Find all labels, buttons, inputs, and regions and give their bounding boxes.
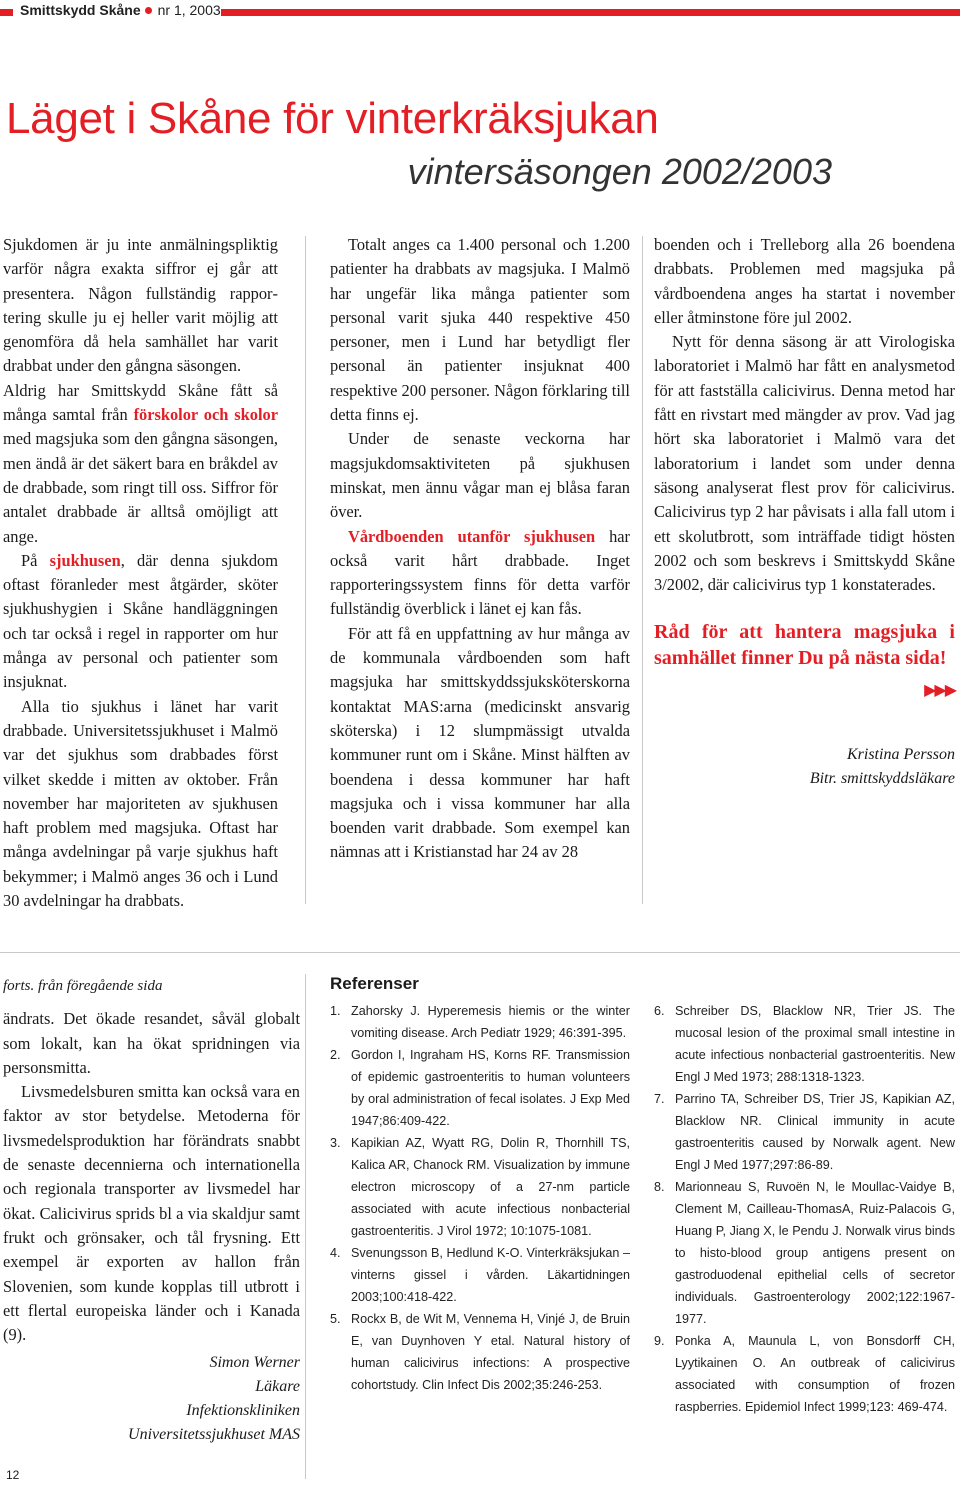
page-number: 12 — [6, 1468, 20, 1482]
header-bar-left — [0, 9, 13, 16]
reference-text: Zahorsky J. Hyperemesis hiemis or the winter vomiting disease. Arch Pediatr 1929; 46:391-395. — [351, 1004, 630, 1040]
reference-item — [330, 1000, 630, 1044]
reference-number: 4. — [330, 1246, 341, 1260]
reference-number: 7. — [654, 1092, 665, 1106]
references-list-right — [654, 1000, 955, 1418]
header-bar-right — [221, 9, 960, 16]
reference-number: 3. — [330, 1136, 341, 1150]
column-divider — [642, 236, 643, 904]
page-subtitle: vintersäsongen 2002/2003 — [407, 151, 832, 192]
paragraph: Under de senaste veckorna har magsjukdomsaktiviteten på sjukhusen minskat, men ännu vågar man ej blåsa faran över. — [330, 429, 630, 522]
reference-text: Parrino TA, Schreiber DS, Trier JS, Kapikian AZ, Blacklow NR. Clinical immunity in acute gastroenteritis caused by Norwalk agent. New Engl J Med 1977;297:86-89. — [675, 1092, 955, 1172]
forward-arrows-icon: ▶▶▶ — [924, 680, 955, 700]
paragraph: ändrats. Det ökade resandet, såväl globalt som lokalt, kan ha ökat spridningen via personsmitta. — [3, 1009, 300, 1077]
author-name: Kristina Persson — [846, 746, 955, 764]
signer-hospital: Universitetssjukhuset MAS — [128, 1426, 300, 1444]
column-2 — [330, 233, 630, 865]
paragraph: Alla tio sjukhus i länet har varit drabbade. Universitetssjukhuset i Malmö var det sjukhus som drabbades först vilket skedde i mitten av oktober. Från november har majoriteten av sjukhusen haft problem med magsjuka. Oftast har många avdelningar på varje sjukhus haft bekymmer; i Malmö anges 36 och i Lund 30 avdelningar ha drabbats. — [3, 696, 278, 911]
continued-label: forts. från föregående sida — [3, 978, 163, 994]
author-signature — [654, 743, 955, 791]
paragraph: Totalt anges ca 1.400 personal och 1.200 patienter ha drabbats av magsjuka. I Malmö har ungefär lika många patienter som personal varit sjuka 440 respektive 450 personer, men i Lund har betydligt fler personal än patienter insjuknat 400 respektive 200 personer. Någon förklaring till detta finns ej. — [330, 235, 630, 425]
reference-text: Rockx B, de Wit M, Vennema H, Vinjé J, de Bruin E, van Duynhoven Y etal. Natural history of human calicivirus infections: A prospective cohortstudy. Clin Infect Dis 2002;35:246-253. — [351, 1312, 630, 1392]
reference-number: 6. — [654, 1004, 665, 1018]
reference-text: Gordon I, Ingraham HS, Korns RF. Transmission of epidemic gastroenteritis to human volunteers by oral administration of fecal isolates. J Exp Med 1947;86:409-422. — [351, 1048, 630, 1128]
paragraph: Livsmedelsburen smitta kan också vara en faktor av stor betydelse. Metoderna för livsmedelsproduktion har förändrats snabbt de senaste decennierna och internationella och regionala transporter av livsmedel har ökat. Calicivirus sprids bl a via skaldjur samt frukt och grönsaker, och tål frysning. Ett exempel är exporten av hallon från Slovenien, som kunde kopplas till utbrott i ett flertal europeiska länder och i Kanada (9). — [3, 1082, 300, 1345]
references-list-left — [330, 1000, 630, 1396]
reference-text: Kapikian AZ, Wyatt RG, Dolin R, Thornhill TS, Kalica AR, Chanock RM. Visualization by immune electron microscopy of a 27-nm particle associated with acute infectious nonbacterial gastroenteritis. J Virol 1972; 10:1075-1081. — [351, 1136, 630, 1238]
author-title: Bitr. smittskyddsläkare — [809, 770, 955, 788]
reference-text: Svenungsson B, Hedlund K-O. Vinterkräksjukan – vinterns gissel i vården. Läkartidningen 2003;100:418-422. — [351, 1246, 630, 1304]
header-title — [20, 2, 221, 18]
reference-text: Ponka A, Maunula L, von Bonsdorff CH, Lyytikainen O. An outbreak of calicivirus associated with consumption of frozen raspberries. Epidemiol Infect 1999;123: 469-474. — [675, 1334, 955, 1414]
reference-item — [654, 1330, 955, 1418]
paragraph: boenden och i Trelleborg alla 26 boendena drabbats. Problemen med magsjuka på vårdboendena anges ha startat i november eller åtminstone före jul 2002. — [654, 235, 955, 327]
continued-article — [3, 974, 300, 1447]
section-divider — [0, 952, 960, 953]
reference-number: 9. — [654, 1334, 665, 1348]
paragraph: På sjukhusen, där denna sjukdom oftast föranleder mest åtgärder, sköter sjukhushygien i Skåne handläggningen och tar också i regel in rapporter om hur många av personal och patienter som insjuknat. — [3, 550, 278, 692]
highlight-preschools: förskolor och skolor — [133, 405, 279, 425]
paragraph: Vårdboenden utanför sjukhusen har också varit hårt drabbade. Inget rapporteringssystem finns för detta varför fullständig överblick i länet ej kan fås. — [330, 526, 631, 619]
reference-item — [654, 1176, 955, 1330]
callout-text: Råd för att hantera magsjuka i samhället finner Du på nästa sida! — [654, 621, 955, 670]
issue-number: nr 1, 2003 — [157, 2, 221, 18]
reference-item — [330, 1242, 630, 1308]
reference-text: Schreiber DS, Blacklow NR, Trier JS. The mucosal lesion of the proximal small intestine in acute infectious nonbacterial gastroenteritis. New Engl J Med 1973; 288:1318-1323. — [675, 1004, 955, 1084]
column-divider — [305, 974, 306, 1479]
reference-item — [330, 1308, 630, 1396]
paragraph: Nytt för denna säsong är att Virologiska laboratoriet i Malmö har fått en analysmetod för att fastställa calicivirus. Denna metod har fått en rivstart med mängder av prov. Vad jag hört ska laboratoriet i Malmö vara det laboratorium i landet som under denna säsong analyserat flest prov för calicivirus. Calicivirus typ 2 har påvisats i alla fall utom i ett skolutbrott, som inträffade tidigt hösten 2002 och som beskrevs i Smittskydd Skåne 3/2002, där calicivirus typ 1 konstaterades. — [654, 332, 955, 595]
reference-number: 5. — [330, 1312, 341, 1326]
reference-item — [330, 1132, 630, 1242]
signer-clinic: Infektionskliniken — [186, 1402, 300, 1420]
second-signature — [3, 1351, 300, 1447]
references-heading: Referenser — [330, 974, 419, 993]
page-title: Läget i Skåne för vinterkräksjukan — [6, 94, 659, 143]
reference-item — [330, 1044, 630, 1132]
signer-name: Simon Werner — [209, 1354, 300, 1372]
paragraph: För att få en uppfattning av hur många av de kommunala vårdboenden som haft magsjuka har smittskyddssjuksköterskorna kontaktat MAS:arna (medicinskt ansvarig sköterska) i 12 slumpmässigt utvalda kommuner runt om i Skåne. Minst hälften av boendena i dessa kommuner har haft magsjuka och i vissa kommuner har alla boenden varit drabbade. Som exempel kan nämnas att i Kristianstad har 24 av 28 — [330, 623, 630, 862]
column-3 — [654, 233, 955, 791]
reference-number: 8. — [654, 1180, 665, 1194]
highlight-care-homes: Vårdboenden utanför sjukhusen — [348, 526, 596, 546]
paragraph: Aldrig har Smittskydd Skåne fått så många samtal från förskolor och skolor med magsjuka som den gångna säsongen, men ändå är det säkert bara en bråkdel av de drabbade, som ringt till oss. Siffror för antalet drabbade är alltså omöjligt att ange. — [3, 380, 279, 546]
next-page-callout — [654, 619, 955, 700]
header-dot — [145, 7, 152, 14]
column-1 — [3, 233, 278, 913]
reference-item — [654, 1000, 955, 1088]
paragraph: Sjukdomen är ju inte anmälningspliktig varför några exakta siffror ej går att presentera. Någon fullständig rapportering skulle ju ej heller varit möjlig att genomföra då hela samhället har varit drabbat under den gångna säsongen. — [3, 235, 278, 376]
reference-item — [654, 1088, 955, 1176]
highlight-hospitals: sjukhusen — [49, 550, 121, 570]
signer-title: Läkare — [255, 1378, 300, 1396]
reference-text: Marionneau S, Ruvoën N, le Moullac-Vaidye B, Clement M, Cailleau-ThomasA, Ruiz-Palacois G, Huang P, Jiang X, le Pendu J. Norwalk virus binds to histo-blood group antigens present on gastroduodenal epithelial cells of secretor individuals. Gastroenterology 2002;122:1967-1977. — [675, 1180, 955, 1326]
reference-number: 1. — [330, 1004, 341, 1018]
reference-number: 2. — [330, 1048, 341, 1062]
column-divider — [305, 236, 306, 904]
publication-name: Smittskydd Skåne — [20, 2, 141, 18]
